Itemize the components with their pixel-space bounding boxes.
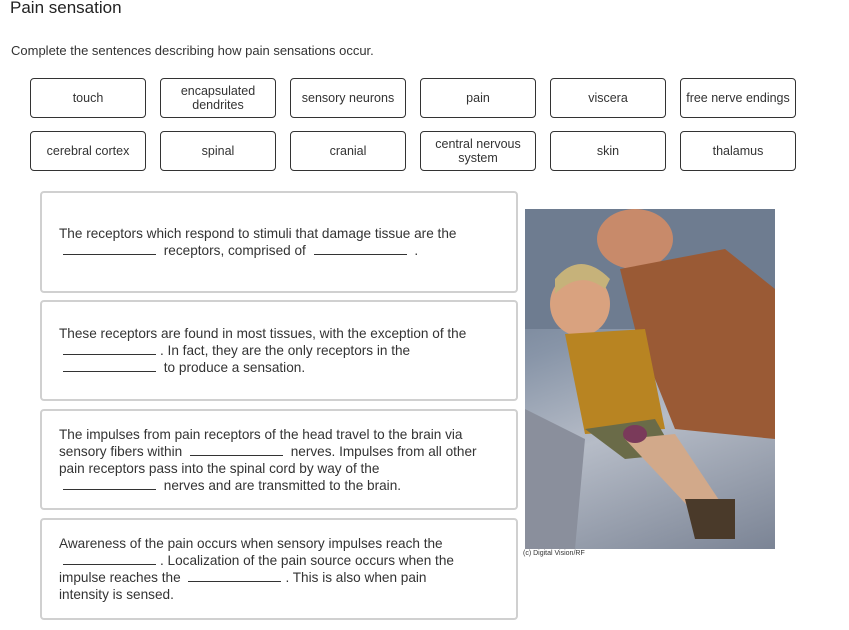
word-chip[interactable]: cranial <box>290 131 406 171</box>
sentence-text: sensory fibers within <box>59 443 186 459</box>
sentence-line <box>59 342 516 359</box>
word-chip[interactable]: touch <box>30 78 146 118</box>
sentence-line <box>59 552 516 569</box>
photo-credit: (c) Digital Vision/RF <box>523 550 585 557</box>
sentence-line <box>59 460 516 477</box>
sentence-line <box>59 359 516 376</box>
page-title: Pain sensation <box>10 0 122 17</box>
sentence-text: intensity is sensed. <box>59 587 174 602</box>
word-chip[interactable]: central nervous system <box>420 131 536 171</box>
sentence-line <box>59 225 516 242</box>
sentence-text: . In fact, they are the only receptors in the <box>160 343 411 358</box>
sentence-text: impulse reaches the <box>59 570 185 585</box>
sentence-line <box>59 242 516 259</box>
sentence-box <box>40 409 518 510</box>
word-chip[interactable]: thalamus <box>680 131 796 171</box>
sentence-line <box>59 535 516 552</box>
blank-drop-target[interactable] <box>188 569 281 582</box>
blank-drop-target[interactable] <box>190 443 283 456</box>
sentence-line <box>59 477 516 494</box>
sentence-text: pain receptors pass into the spinal cord by way of the <box>59 460 380 476</box>
sentence-line <box>59 586 516 603</box>
sentence-text: nerves. Impulses from all other <box>286 443 477 459</box>
word-chip[interactable]: encapsulated dendrites <box>160 78 276 118</box>
sentence-box <box>40 518 518 620</box>
word-chip[interactable]: cerebral cortex <box>30 131 146 171</box>
word-chip[interactable]: sensory neurons <box>290 78 406 118</box>
sentence-text: receptors, comprised of <box>160 243 310 258</box>
word-chip[interactable]: pain <box>420 78 536 118</box>
blank-drop-target[interactable] <box>63 359 156 372</box>
sentence-line <box>59 569 516 586</box>
blank-drop-target[interactable] <box>63 477 156 490</box>
sentence-text: . <box>410 243 419 258</box>
sentence-box <box>40 191 518 293</box>
word-chip[interactable]: spinal <box>160 131 276 171</box>
sentence-text: These receptors are found in most tissues, with the exception of the <box>59 326 467 341</box>
sentence-text: . Localization of the pain source occurs when the <box>160 553 454 568</box>
sentence-line <box>59 443 516 460</box>
word-chip[interactable]: skin <box>550 131 666 171</box>
blank-drop-target[interactable] <box>63 342 156 355</box>
sentence-text: The impulses from pain receptors of the head travel to the brain via <box>59 426 463 442</box>
sentence-text: to produce a sensation. <box>160 360 306 375</box>
blank-drop-target[interactable] <box>63 552 156 565</box>
illustration-photo <box>525 209 775 549</box>
blank-drop-target[interactable] <box>314 242 407 255</box>
instructions: Complete the sentences describing how pain sensations occur. <box>11 43 374 58</box>
sentence-text: Awareness of the pain occurs when sensory impulses reach the <box>59 536 443 551</box>
sentence-line <box>59 325 516 342</box>
sentence-text: The receptors which respond to stimuli that damage tissue are the <box>59 226 457 241</box>
sentence-text: . This is also when pain <box>285 570 427 585</box>
word-chip[interactable]: viscera <box>550 78 666 118</box>
blank-drop-target[interactable] <box>63 242 156 255</box>
sentence-text: nerves and are transmitted to the brain. <box>160 477 402 493</box>
word-chip[interactable]: free nerve endings <box>680 78 796 118</box>
sentence-box <box>40 300 518 401</box>
sentence-line <box>59 426 516 443</box>
injured-boy-photo-image <box>525 209 775 549</box>
